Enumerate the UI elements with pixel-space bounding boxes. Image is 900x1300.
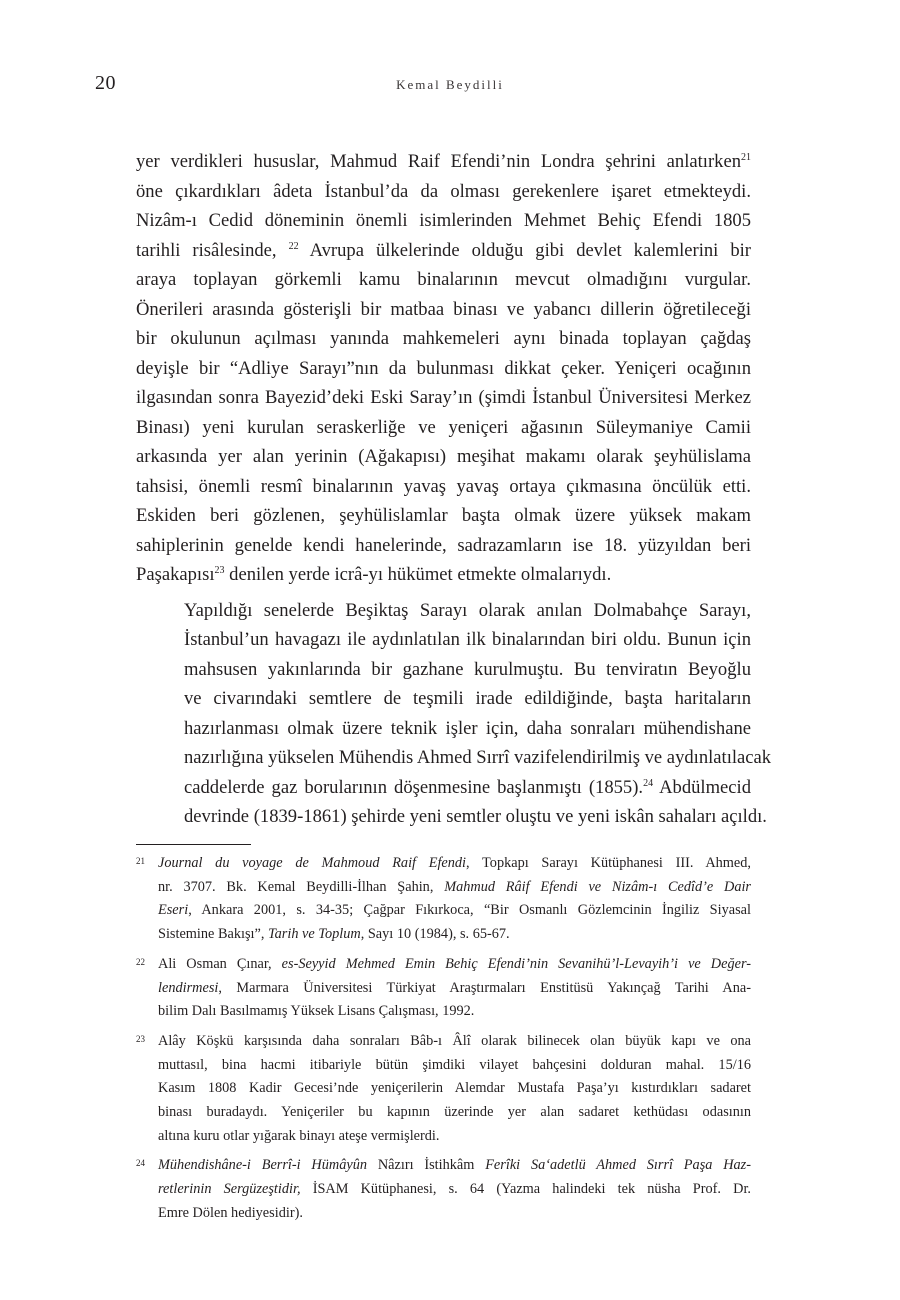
text-line: öne çıkardıkları âdeta İstanbul’da da olması gerekenlere işaret etmekteydi.: [136, 180, 751, 202]
text-line: devrinde (1839-1861) şehirde yeni semtler oluştu ve yeni iskân sahaları açıldı.: [184, 806, 767, 827]
footnote-number: 22: [136, 956, 145, 967]
text: , Marmara Üniversitesi Türkiyat Araştırmaları Enstitüsü Yakınçağ Tarihi Ana-: [218, 979, 751, 996]
text-line: [158, 1154, 751, 1178]
text-line: Eskiden beri gözlenen, şeyhülislamlar başta olmak üzere yüksek makam: [136, 505, 751, 526]
footnote-divider: [136, 844, 251, 845]
footnote-23: [136, 1030, 751, 1149]
text: Mahmud Râif Efendi ve Nizâm-ı Cedîd’e Dair: [444, 878, 751, 895]
footnote-ref[interactable]: 24: [643, 777, 654, 789]
text-line: [158, 876, 751, 900]
text-line: muttasıl, bina hacmi itibariyle bütün şimdiki vilayet bahçesini dolduran mahal. 15/16: [158, 1056, 751, 1073]
text-line: deyişle bir “Adliye Sarayı”nın da bulunması dikkat çeker. Yeniçeri ocağının: [136, 357, 751, 379]
paragraph: [136, 596, 772, 832]
text-line: Alây Köşkü karşısında daha sonraları Bâb-ı Âlî olarak bilinecek olan büyük kapı ve ona: [158, 1032, 751, 1049]
text-line: hazırlanması olmak üzere teknik işler için, daha sonraları mühendishane: [184, 717, 751, 739]
footnote-ref[interactable]: 23: [214, 565, 225, 576]
text-line: [158, 852, 751, 876]
footnote-number: 24: [136, 1158, 145, 1169]
text: Ferîki Sa‘adetlü Ahmed Sırrî Paşa Haz-: [485, 1157, 752, 1174]
text-line: Binası) yeni kurulan seraskerliğe ve yeniçeri ağasının Süleymaniye Camii: [136, 416, 751, 438]
text-line: [136, 773, 751, 803]
text-line: İstanbul’un havagazı ile aydınlatılan ilk binalarından biri oldu. Bunun için: [184, 629, 751, 650]
text-line: Kasım 1808 Kadir Gecesi’nde yeniçerilerin Alemdar Mustafa Paşa’yı kıstırdıkları sadaret: [158, 1080, 751, 1097]
text: , Ankara 2001, s. 34-35; Çağpar Fıkırkoca, “Bir Osmanlı Gözlemcinin İngiliz Siyasal: [188, 902, 751, 919]
text-line: bilim Dalı Basılmamış Yüksek Lisans Çalışması, 1992.: [158, 1003, 475, 1020]
text: Avrupa ülkelerinde olduğu gibi devlet kalemlerini bir: [309, 239, 751, 261]
text-line: Önerileri arasında gösterişli bir matbaa binası ve yabancı dillerin öğretileceği: [136, 298, 751, 320]
paragraph: [136, 147, 751, 590]
text: lendirmesi: [158, 979, 219, 996]
text: caddelerde gaz borularının döşenmesine başlanmıştı (1855).: [184, 776, 644, 798]
text-line: [158, 1178, 751, 1202]
text-line: altına kuru otlar yığarak binayı ateşe vermişlerdi.: [158, 1127, 440, 1144]
text: Paşakapısı: [136, 564, 215, 585]
text-line: [158, 977, 751, 1001]
text-line: tahsisi, önemli resmî binalarının yavaş yavaş ortaya çıkmasına öncülük etti.: [136, 475, 751, 497]
text: Eseri: [158, 902, 189, 919]
page-number: 20: [95, 72, 116, 94]
text: retlerinin Sergüzeştidir,: [158, 1181, 301, 1198]
text: Abdülmecid: [659, 776, 752, 798]
text-line: [158, 953, 751, 977]
body-text: [136, 147, 772, 832]
footnote-22: [136, 953, 751, 1024]
text-line: bir okulunun açılması yanında mahkemeleri aynı binada toplayan çağdaş: [136, 328, 751, 349]
text: Nâzırı İstihkâm: [367, 1157, 486, 1174]
footnote-number: 23: [136, 1033, 145, 1044]
text-line: [136, 147, 751, 177]
text-line: [136, 560, 751, 590]
footnotes: [136, 852, 751, 1232]
text-line: Emre Dölen hediyesidir).: [158, 1204, 303, 1221]
text: Journal du voyage de Mahmoud Raif Efendi: [158, 855, 467, 871]
text: tarihli risâlesinde,: [136, 239, 277, 261]
text-line: ve civarındaki semtlere de teşmili irade edildiğinde, başta haritaların: [184, 688, 751, 709]
text-line: mahsusen yakınlarında bir gazhane kurulmuştu. Bu tenviratın Beyoğlu: [184, 658, 751, 680]
text: İSAM Kütüphanesi, s. 64 (Yazma halindeki tek nüsha Prof. Dr.: [300, 1181, 751, 1198]
text-line: Nizâm-ı Cedid döneminin önemli isimlerinden Mehmet Behiç Efendi 1805: [136, 210, 751, 231]
footnote-ref[interactable]: 22: [288, 240, 299, 252]
text-line: [136, 236, 751, 266]
footnote-21: [136, 852, 751, 947]
text: denilen yerde icrâ-yı hükümet etmekte olmalarıydı.: [229, 564, 612, 585]
text: es-Seyyid Mehmed Emin Behiç Efendi’nin Sevanihü’l-Levayih’i ve Değer-: [281, 955, 752, 972]
text: nr. 3707. Bk. Kemal Beydilli-İlhan Şahin,: [158, 878, 445, 895]
footnote-ref[interactable]: 21: [741, 152, 751, 163]
text-line: ilgasından sonra Bayezid’deki Eski Saray’ın (şimdi İstanbul Üniversitesi Merkez: [136, 387, 751, 408]
text-line: Yapıldığı senelerde Beşiktaş Sarayı olarak anılan Dolmabahçe Sarayı,: [184, 599, 751, 621]
text: , Sayı 10 (1984), s. 65-67.: [360, 926, 510, 943]
text-line: sahiplerinin genelde kendi hanelerinde, sadrazamların ise 18. yüzyıldan beri: [136, 534, 751, 556]
running-head: Kemal Beydilli: [396, 77, 504, 92]
text-line: arkasında yer alan yerinin (Ağakapısı) meşihat makamı olarak şeyhülislama: [136, 446, 751, 467]
text: Sistemine Bakışı”,: [158, 926, 268, 943]
text-line: araya toplayan görkemli kamu binalarının mevcut olmadığını vurgular.: [136, 269, 751, 290]
text-line: [158, 923, 751, 947]
footnote-24: [136, 1154, 751, 1225]
text: Tarih ve Toplum: [268, 926, 361, 943]
text: Mühendishâne-i Berrî-i Hümâyûn: [158, 1157, 368, 1174]
footnote-number: 21: [136, 856, 145, 866]
text: Ali Osman Çınar,: [158, 955, 282, 972]
text: , Topkapı Sarayı Kütüphanesi III. Ahmed,: [466, 855, 751, 871]
text-line: binası buradaydı. Yeniçeriler bu kapının üzerinde yer alan sadaret kethüdası odasının: [158, 1104, 751, 1121]
text-line: [158, 899, 751, 923]
text: yer verdikleri hususlar, Mahmud Raif Efendi’nin Londra şehrini anlatırken: [136, 151, 741, 172]
text-line: nazırlığına yükselen Mühendis Ahmed Sırrî vazifelendirilmiş ve aydınlatılacak: [184, 747, 772, 768]
